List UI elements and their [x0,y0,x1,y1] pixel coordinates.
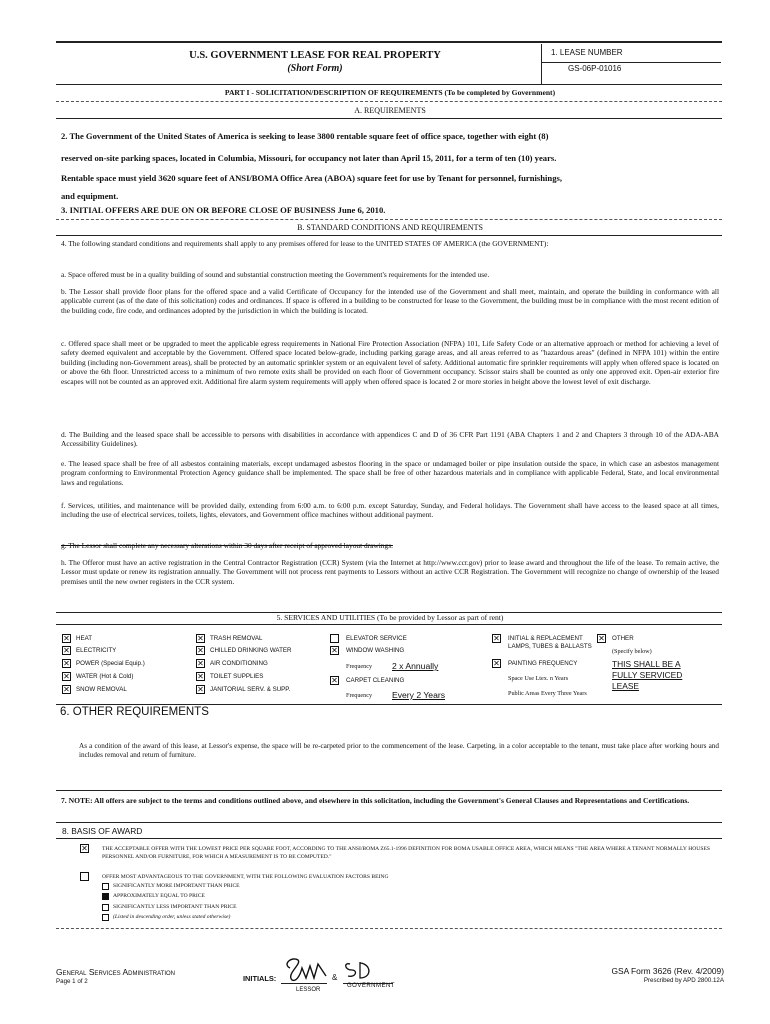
form-title: U.S. GOVERNMENT LEASE FOR REAL PROPERTY [189,50,441,61]
form-subtitle: (Short Form) [287,63,343,74]
heat-checkbox[interactable]: ✕ [63,634,70,643]
painting-checkbox[interactable]: ✕ [493,659,500,668]
factor-listed-label: (Listed in descending order, unless stated otherwise) [113,914,231,920]
factor-listed-checkbox[interactable] [102,914,109,921]
condition-a: a. Space offered must be in a quality building of sound and substantial construction meeting the Government's requirements for the intended use. [61,270,490,279]
requirement-2-line2: reserved on-site parking spaces, located in Columbia, Missouri, for occupancy not later than April 15, 2011, for a term of ten (10) years. [61,153,557,163]
note-7: 7. NOTE: All offers are subject to the terms and conditions outlined above, and elsewhere in this solicitation, including the Government's General Clauses and Representations and Certifications. [61,796,690,805]
other-specify-value: THIS SHALL BE A FULLY SERVICED LEASE [612,659,683,691]
lamps-label: INITIAL & REPLACEMENT LAMPS, TUBES & BALLASTS [508,635,592,650]
factor-equal-label: APPROXIMATELY EQUAL TO PRICE [113,893,205,899]
requirement-2-line1: 2. The Government of the United States of America is seeking to lease 3800 rentable square feet of office space, together with eight (8) [61,131,549,141]
factor-more-important-checkbox[interactable] [102,883,109,890]
elevator-checkbox[interactable] [330,634,339,643]
chilled-water-checkbox[interactable]: ✕ [197,646,204,655]
electricity-label: ELECTRICITY [76,647,117,654]
factor-more-important-label: SIGNIFICANTLY MORE IMPORTANT THAN PRICE [113,883,240,889]
award-option-2-text: OFFER MOST ADVANTAGEOUS TO THE GOVERNMENT, WITH THE FOLLOWING EVALUATION FACTORS BEING [102,874,389,880]
power-label: POWER (Special Equip.) [76,660,145,667]
other-requirements-text: As a condition of the award of this lease, at Lessor's expense, the space will be re-carpeted prior to the commencement of the lease. Carpeting, in a color acceptable to the tenant, must take place after working hours and includes removal and return of furniture. [79,742,719,760]
government-initials-signature [340,956,380,984]
painting-space-line: Space Use Ltex. n Years [508,675,569,682]
condition-c: c. Offered space shall meet or be upgraded to meet the applicable egress requirements in National Fire Protection Association (NFPA) 101, Life Safety Code or an alternative approach or method for achieving a level of safety deemed equivalent and acceptable by the Government. Offered space located below-grade, including parking garage areas, and all areas referred to as "hazardous areas" (defined in NFPA 101) within the entire building (including non-Government areas), shall be protected by an automatic sprinkler system or an equivalent level of safety. Additional automatic fire sprinkler requirements will apply when offered space is located on or above the 6th floor. Unrestricted access to a minimum of two remote exits shall be provided on each floor of Government occupancy. Scissor stairs shall be counted as only one approved exit. Open-air exterior fire escapes will not be counted as an approved exit. Additional fire alarm system requirements will apply when offered space is located 2 or more stories in height above the lowest level of exit discharge. [61,339,719,386]
water-checkbox[interactable]: ✕ [63,672,70,681]
other-checkbox[interactable]: ✕ [598,634,605,643]
section-a-heading: A. REQUIREMENTS [354,106,426,115]
condition-g: g. The Lessor shall complete any necessary alterations within 30 days after receipt of approved layout drawings. [61,541,393,550]
footer-page: Page 1 of 2 [56,978,88,985]
standard-conditions-intro: 4. The following standard conditions and requirements shall apply to any premises offered for lease to the UNITED STATES OF AMERICA (the GOVERNMENT): [61,239,549,248]
carpet-frequency-value: Every 2 Years [392,690,446,700]
requirement-3: 3. INITIAL OFFERS ARE DUE ON OR BEFORE CLOSE OF BUSINESS June 6, 2010. [61,205,386,215]
condition-f: f. Services, utilities, and maintenance will be provided daily, extending from 6:00 a.m. to 6:00 p.m. except Saturday, Sunday, and Federal holidays. The Government shall have access to the leased space at all times, including the use of electrical services, toilets, lights, elevators, and Government office machines without additional payment. [61,501,719,520]
services-heading: 5. SERVICES AND UTILITIES (To be provided by Lessor as part of rent) [276,613,504,622]
factor-less-important-label: SIGNIFICANTLY LESS IMPORTANT THAN PRICE [113,904,237,910]
factor-equal-checkbox[interactable] [102,893,109,900]
basis-of-award-heading: 8. BASIS OF AWARD [62,826,143,836]
elevator-label: ELEVATOR SERVICE [346,635,407,642]
painting-public-line: Public Areas Every Three Years [508,690,587,697]
factor-less-important-checkbox[interactable] [102,904,109,911]
window-washing-label: WINDOW WASHING [346,647,405,654]
award-option-1-text: THE ACCEPTABLE OFFER WITH THE LOWEST PRICE PER SQUARE FOOT, ACCORDING TO THE ANSI/BOMA Z65.1-1996 DEFINITION FOR BOMA USABLE OFFICE AREA, WHICH MEANS "THE AREA WHERE A TENANT NORMALLY HOUSES PERSONNEL AND/OR FURNITURE, FOR WHICH A MEASUREMENT IS TO BE COMPUTED." [102,846,710,860]
initials-label: INITIALS: [243,974,277,983]
painting-label: PAINTING FREQUENCY [508,660,578,667]
water-label: WATER (Hot & Cold) [76,673,134,680]
power-checkbox[interactable]: ✕ [63,659,70,668]
lessor-initials-signature [280,954,330,986]
chilled-water-label: CHILLED DRINKING WATER [210,647,292,654]
condition-h: h. The Offeror must have an active registration in the Central Contractor Registration (CCR) System (via the Internet at http://www.ccr.gov) prior to lease award and throughout the life of the lease. To remain active, the Lessor must update or renew its registration annually. The Government will not process rent payments to Lessors without an active CCR Registration. The Government will recognize no change of ownership of the leased premises until the new owner registers in the CCR system. [61,558,719,586]
condition-b: b. The Lessor shall provide floor plans for the offered space and a valid Certificate of Occupancy for the intended use of the Government and shall meet, maintain, and operate the building in conformance with all applicable current (as of the date of this solicitation) codes and ordinances. If space is offered in a building to be constructed for lease to the Government, the building must be in compliance with the most recent edition of the building code, fire code, and ordinances adopted by the jurisdiction in which the building is located. [61,287,719,315]
condition-d: d. The Building and the leased space shall be accessible to persons with disabilities in accordance with appendices C and D of 36 CFR Part 1191 (ABA Chapters 1 and 2 and Chapters 3 through 10 of the ADA-ABA Accessibility Guidelines). [61,430,719,449]
air-conditioning-label: AIR CONDITIONING [210,660,268,667]
lessor-caption: LESSOR [296,987,321,993]
window-frequency-value: 2 x Annually [392,661,439,671]
carpet-frequency-label: Frequency [346,692,373,699]
air-conditioning-checkbox[interactable]: ✕ [197,659,204,668]
condition-e: e. The leased space shall be free of all asbestos containing materials, except undamaged asbestos flooring in the space or undamaged boiler or pipe insulation outside the space, in which case an asbestos management program conforming to Environmental Protection Agency guidance shall be implemented. The space shall be free of other hazardous materials and in compliance with applicable Federal, State, and local environmental laws and regulations. [61,459,719,487]
janitorial-checkbox[interactable]: ✕ [197,685,204,694]
government-caption: GOVERNMENT [347,983,396,989]
snow-removal-checkbox[interactable]: ✕ [63,685,70,694]
form-number: GSA Form 3626 (Rev. 4/2009) [611,966,724,976]
electricity-checkbox[interactable]: ✕ [63,646,70,655]
heat-label: HEAT [76,635,93,642]
requirement-2-line4: and equipment. [61,191,119,201]
initials-ampersand: & [332,973,338,982]
window-washing-checkbox[interactable]: ✕ [331,646,338,655]
snow-removal-label: SNOW REMOVAL [76,686,127,693]
requirement-2-line3: Rentable space must yield 3620 square feet of ANSI/BOMA Office Area (ABOA) square feet for use by Tenant for personnel, furnishings, [61,173,562,183]
toilet-supplies-label: TOILET SUPPLIES [210,673,264,680]
window-frequency-label: Frequency [346,663,373,670]
lease-number-label: 1. LEASE NUMBER [551,48,623,57]
other-requirements-heading: 6. OTHER REQUIREMENTS [60,706,209,718]
lamps-checkbox[interactable]: ✕ [493,634,500,643]
form-prescribed: Prescribed by APD 2800.12A [643,977,724,984]
carpet-cleaning-checkbox[interactable]: ✕ [331,676,338,685]
carpet-cleaning-label: CARPET CLEANING [346,677,405,684]
trash-removal-label: TRASH REMOVAL [210,635,263,642]
trash-removal-checkbox[interactable]: ✕ [197,634,204,643]
janitorial-label: JANITORIAL SERV. & SUPP. [210,686,291,693]
footer-agency: General Services Administration [56,967,176,977]
other-specify-label: (Specify below) [612,648,652,655]
toilet-supplies-checkbox[interactable]: ✕ [197,672,204,681]
other-label: OTHER [612,635,634,642]
award-option-2-checkbox[interactable] [80,872,89,881]
award-option-1-checkbox[interactable]: ✕ [81,844,88,853]
part1-heading: PART I - SOLICITATION/DESCRIPTION OF REQUIREMENTS (To be completed by Government) [224,88,556,97]
section-b-heading: B. STANDARD CONDITIONS AND REQUIREMENTS [297,223,483,232]
lease-number-value: GS-06P-01016 [568,64,622,73]
